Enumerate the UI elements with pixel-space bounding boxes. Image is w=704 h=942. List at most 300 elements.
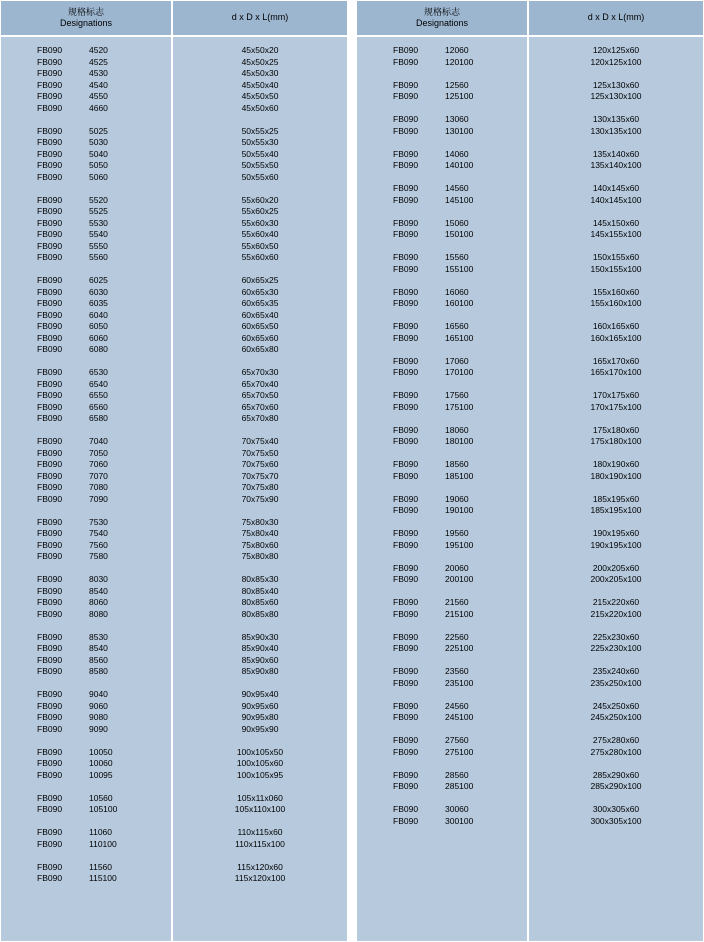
- spacer-row: [529, 517, 703, 529]
- column-header-dimensions: [172, 0, 348, 36]
- spacer-row: [357, 793, 527, 805]
- designation-prefix: FB090: [393, 367, 419, 377]
- table-row: [1, 379, 171, 391]
- table-row: [357, 80, 527, 92]
- designation-number: 18560: [445, 459, 469, 469]
- table-row: [1, 597, 171, 609]
- spacer-row: [173, 425, 347, 437]
- designation-number: 5525: [89, 206, 108, 216]
- table-row: [357, 390, 527, 402]
- designation-prefix: FB090: [37, 401, 63, 412]
- designation-prefix: FB090: [37, 470, 63, 481]
- designation-prefix: FB090: [37, 344, 63, 354]
- spacer-row: [1, 425, 171, 437]
- dimension-column-left: [172, 36, 348, 942]
- designation-prefix: FB090: [393, 148, 419, 159]
- spacer-row: [1, 505, 171, 517]
- designation-number: 7050: [89, 447, 108, 458]
- designation-prefix: FB090: [37, 298, 63, 308]
- spacer-row: [529, 689, 703, 701]
- dimension-value: 55x60x20: [241, 194, 279, 205]
- designation-number: 4520: [89, 45, 108, 55]
- spacer-row: [357, 517, 527, 529]
- table-row: [357, 459, 527, 471]
- table-row: [1, 827, 171, 839]
- designation-prefix: FB090: [37, 286, 63, 297]
- table-row: [1, 448, 171, 460]
- designation-prefix: FB090: [37, 666, 63, 676]
- designation-prefix: FB090: [393, 677, 419, 688]
- designation-prefix: FB090: [393, 470, 419, 481]
- designation-number: 5030: [89, 137, 108, 147]
- table-row: [357, 804, 527, 816]
- dimension-value: 275x280x100: [590, 746, 642, 757]
- dimension-value: 60x65x35: [241, 298, 279, 308]
- table-row: [357, 574, 527, 586]
- designation-number: 12560: [445, 79, 469, 90]
- table-row: [1, 494, 171, 506]
- table-row: [1, 459, 171, 471]
- designation-number: 235100: [445, 677, 474, 688]
- table-row: [1, 80, 171, 92]
- designation-number: 16560: [445, 321, 469, 331]
- spacer-row: [1, 563, 171, 575]
- dimension-value: 170x175x60: [592, 390, 640, 400]
- designation-number: 11060: [89, 827, 113, 837]
- designation-prefix: FB090: [37, 378, 63, 389]
- designation-number: 105100: [89, 804, 118, 814]
- dimension-value: 145x150x60: [592, 217, 640, 228]
- dimension-value: 85x90x80: [241, 666, 279, 676]
- spacer-row: [357, 137, 527, 149]
- designation-prefix: FB090: [37, 160, 63, 170]
- designation-number: 6060: [89, 332, 108, 343]
- dimension-value: 90x95x40: [241, 689, 279, 699]
- dimension-value: 235x250x100: [590, 677, 642, 688]
- table-row: [1, 471, 171, 483]
- spacer-row: [1, 183, 171, 195]
- table-row: [1, 149, 171, 161]
- table-row: [1, 793, 171, 805]
- column-header-designations-en: Designations: [59, 18, 113, 28]
- table-row: [357, 563, 527, 575]
- designation-number: 6035: [89, 298, 108, 308]
- spacer-row: [529, 172, 703, 184]
- table-row: [1, 275, 171, 287]
- spacer-row: [173, 183, 347, 195]
- designation-prefix: FB090: [37, 102, 63, 113]
- spacer-row: [529, 758, 703, 770]
- dimension-value: 70x75x50: [241, 447, 279, 458]
- table-row: [1, 873, 171, 885]
- spacer-row: [1, 114, 171, 126]
- designation-prefix: FB090: [37, 309, 63, 320]
- designation-number: 8080: [89, 608, 108, 619]
- designation-prefix: FB090: [37, 171, 63, 182]
- designation-number: 8540: [89, 585, 108, 596]
- spacer-row: [173, 816, 347, 828]
- designation-prefix: FB090: [37, 459, 63, 469]
- dimension-value: 285x290x100: [590, 781, 642, 791]
- designation-number: 9040: [89, 689, 108, 699]
- table-row: [1, 586, 171, 598]
- table-row: [1, 57, 171, 69]
- table-row: [357, 45, 527, 57]
- dimension-value: 200x205x60: [592, 562, 640, 573]
- designation-prefix: FB090: [37, 91, 63, 101]
- specification-table-right: [356, 0, 704, 942]
- designation-prefix: FB090: [393, 539, 419, 550]
- designation-number: 6560: [89, 401, 108, 412]
- table-row: [357, 183, 527, 195]
- designation-number: 155100: [445, 263, 474, 274]
- dimension-value: 50x55x40: [241, 148, 279, 159]
- table-row: [357, 287, 527, 299]
- designation-number: 5050: [89, 160, 108, 170]
- spacer-row: [529, 206, 703, 218]
- dimension-value: 70x75x80: [241, 482, 279, 492]
- table-header-left: [0, 0, 348, 36]
- spacer-row: [173, 264, 347, 276]
- designation-prefix: FB090: [37, 367, 63, 377]
- designation-prefix: FB090: [37, 528, 63, 538]
- designation-number: 7070: [89, 470, 108, 481]
- designation-number: 15060: [445, 217, 469, 228]
- designation-prefix: FB090: [37, 332, 63, 343]
- spacer-row: [529, 310, 703, 322]
- designation-prefix: FB090: [37, 758, 63, 768]
- designation-prefix: FB090: [37, 493, 63, 504]
- designation-prefix: FB090: [393, 286, 419, 297]
- designation-number: 285100: [445, 781, 474, 791]
- dimension-value: 300x305x100: [590, 815, 642, 826]
- designation-prefix: FB090: [37, 229, 63, 239]
- spacer-row: [529, 344, 703, 356]
- dimension-value: 45x50x30: [241, 68, 279, 78]
- designation-number: 7530: [89, 516, 108, 527]
- designation-prefix: FB090: [37, 746, 63, 757]
- designation-number: 4660: [89, 102, 108, 113]
- designation-number: 215100: [445, 608, 474, 619]
- dimension-value: 50x55x50: [241, 160, 279, 170]
- designation-prefix: FB090: [37, 608, 63, 619]
- table-row: [357, 632, 527, 644]
- table-row: [1, 758, 171, 770]
- designation-number: 110100: [89, 838, 117, 849]
- designation-number: 8030: [89, 574, 108, 584]
- designation-number: 20060: [445, 562, 469, 573]
- dimension-value: 80x85x60: [241, 597, 279, 607]
- dimension-value: 75x80x30: [241, 516, 279, 527]
- designation-prefix: FB090: [37, 631, 63, 642]
- designation-number: 175100: [445, 401, 474, 412]
- table-row: [357, 264, 527, 276]
- dimension-value: 55x60x30: [241, 217, 279, 228]
- spacer-row: [529, 586, 703, 598]
- designation-number: 23560: [445, 666, 469, 676]
- dimension-value: 160x165x100: [590, 332, 642, 343]
- column-header-designations-cn: 规格标志: [67, 6, 104, 17]
- dimension-value: 65x70x60: [241, 401, 279, 412]
- designation-prefix: FB090: [393, 712, 419, 722]
- designation-number: 7080: [89, 482, 108, 492]
- designation-number: 4550: [89, 91, 108, 101]
- designation-number: 5040: [89, 148, 108, 159]
- designation-number: 9060: [89, 700, 108, 711]
- table-row: [357, 678, 527, 690]
- designation-number: 6040: [89, 309, 108, 320]
- dimension-value: 100x105x60: [236, 758, 284, 768]
- dimension-value: 120x125x60: [592, 45, 640, 55]
- designation-number: 190100: [445, 505, 474, 515]
- designation-prefix: FB090: [37, 597, 63, 607]
- table-row: [357, 402, 527, 414]
- table-row: [1, 482, 171, 494]
- table-row: [1, 574, 171, 586]
- designation-prefix: FB090: [393, 631, 419, 642]
- spacer-row: [357, 620, 527, 632]
- dimension-value: 60x65x25: [241, 275, 279, 285]
- designation-prefix: FB090: [37, 861, 63, 872]
- designation-number: 7090: [89, 493, 108, 504]
- designation-number: 4540: [89, 79, 108, 90]
- table-row: [1, 252, 171, 264]
- designation-number: 120100: [445, 56, 474, 67]
- designation-number: 27560: [445, 735, 469, 745]
- table-row: [1, 724, 171, 736]
- spacer-row: [173, 505, 347, 517]
- designation-prefix: FB090: [37, 654, 63, 665]
- designation-number: 4525: [89, 56, 108, 67]
- spacer-row: [173, 781, 347, 793]
- column-header-designations: [356, 0, 528, 36]
- table-row: [1, 413, 171, 425]
- spacer-row: [529, 379, 703, 391]
- designation-prefix: FB090: [37, 551, 63, 561]
- designation-prefix: FB090: [37, 137, 63, 147]
- dimension-value: 75x80x40: [241, 528, 279, 538]
- table-row: [1, 126, 171, 138]
- table-row: [1, 344, 171, 356]
- table-row: [1, 770, 171, 782]
- column-header-dimensions-label: d x D x L(mm): [587, 12, 645, 23]
- dimension-value: 65x70x40: [241, 378, 279, 389]
- designation-prefix: FB090: [393, 125, 419, 136]
- table-row: [1, 137, 171, 149]
- designation-prefix: FB090: [393, 493, 419, 504]
- designation-prefix: FB090: [393, 160, 419, 170]
- designation-prefix: FB090: [393, 769, 419, 780]
- spacer-row: [529, 724, 703, 736]
- table-row: [357, 195, 527, 207]
- designation-number: 4530: [89, 68, 108, 78]
- designation-number: 300100: [445, 815, 474, 826]
- dimension-value: 185x195x60: [592, 493, 640, 504]
- table-row: [1, 310, 171, 322]
- column-header-designations-cn: 规格标志: [423, 6, 460, 17]
- dimension-value: 60x65x40: [241, 309, 279, 320]
- designation-number: 7540: [89, 528, 108, 538]
- dimension-value: 245x250x60: [592, 700, 640, 711]
- dimension-value: 120x125x100: [590, 56, 642, 67]
- dimension-value: 140x145x60: [592, 183, 640, 193]
- designation-prefix: FB090: [393, 252, 419, 262]
- table-row: [357, 218, 527, 230]
- table-row: [357, 643, 527, 655]
- dimension-value: 215x220x60: [592, 597, 640, 607]
- dimension-value: 45x50x20: [241, 45, 279, 55]
- dimension-value: 115x120x100: [234, 873, 286, 883]
- dimension-value: 105x11x060: [237, 792, 283, 803]
- table-row: [1, 103, 171, 115]
- table-row: [357, 597, 527, 609]
- designation-prefix: FB090: [393, 459, 419, 469]
- designation-number: 6025: [89, 275, 108, 285]
- designation-prefix: FB090: [393, 229, 419, 239]
- table-row: [357, 770, 527, 782]
- spacer-row: [173, 620, 347, 632]
- designation-number: 19060: [445, 493, 469, 504]
- designation-prefix: FB090: [393, 91, 419, 101]
- designation-number: 5540: [89, 229, 108, 239]
- spacer-row: [357, 482, 527, 494]
- table-row: [1, 241, 171, 253]
- designation-number: 14560: [445, 183, 469, 193]
- table-row: [357, 321, 527, 333]
- designation-prefix: FB090: [393, 321, 419, 331]
- designation-number: 150100: [445, 229, 474, 239]
- table-row: [1, 218, 171, 230]
- spacer-row: [173, 735, 347, 747]
- dimension-value: 140x145x100: [590, 194, 642, 205]
- designation-number: 6580: [89, 413, 108, 423]
- table-row: [1, 689, 171, 701]
- table-row: [357, 298, 527, 310]
- dimension-value: 215x220x100: [590, 608, 642, 619]
- spacer-row: [357, 275, 527, 287]
- designation-number: 245100: [445, 712, 474, 722]
- dimension-value: 55x60x40: [241, 229, 279, 239]
- dimension-value: 60x65x30: [241, 286, 279, 297]
- spacer-row: [529, 241, 703, 253]
- dimension-value: 70x75x60: [241, 459, 279, 469]
- table-row: [1, 91, 171, 103]
- table-row: [1, 540, 171, 552]
- table-row: [1, 390, 171, 402]
- designation-number: 180100: [445, 436, 474, 446]
- spacer-row: [357, 758, 527, 770]
- designation-prefix: FB090: [393, 390, 419, 400]
- table-row: [357, 367, 527, 379]
- table-row: [357, 781, 527, 793]
- designation-prefix: FB090: [393, 298, 419, 308]
- table-row: [357, 735, 527, 747]
- designation-number: 9080: [89, 712, 108, 722]
- spacer-row: [357, 379, 527, 391]
- spacer-row: [173, 356, 347, 368]
- designation-prefix: FB090: [393, 217, 419, 228]
- designation-number: 9090: [89, 723, 108, 734]
- table-row: [357, 333, 527, 345]
- dimension-value: 245x250x100: [590, 712, 642, 722]
- designation-prefix: FB090: [393, 183, 419, 193]
- column-header-designations-en: Designations: [415, 18, 469, 28]
- table-row: [1, 655, 171, 667]
- table-row: [1, 712, 171, 724]
- dimension-value: 80x85x40: [241, 585, 279, 596]
- designation-prefix: FB090: [37, 447, 63, 458]
- designation-number: 8060: [89, 597, 108, 607]
- dimension-value: 65x70x80: [241, 413, 279, 423]
- designation-column-left: [0, 36, 172, 942]
- designation-prefix: FB090: [37, 56, 63, 67]
- table-row: [357, 471, 527, 483]
- dimension-value: 85x90x30: [241, 631, 279, 642]
- designation-prefix: FB090: [393, 505, 419, 515]
- table-row: [1, 172, 171, 184]
- dimension-value: 165x170x100: [590, 367, 642, 377]
- designation-prefix: FB090: [393, 562, 419, 573]
- designation-number: 7580: [89, 551, 108, 561]
- table-row: [357, 712, 527, 724]
- table-row: [1, 839, 171, 851]
- designation-number: 19560: [445, 528, 469, 538]
- designation-prefix: FB090: [393, 45, 419, 55]
- designation-number: 10050: [89, 746, 113, 757]
- table-row: [357, 356, 527, 368]
- designation-number: 6030: [89, 286, 108, 297]
- table-header-right: [356, 0, 704, 36]
- designation-prefix: FB090: [393, 436, 419, 446]
- dimension-value: 55x60x60: [241, 252, 279, 262]
- designation-number: 5530: [89, 217, 108, 228]
- dimension-value: 275x280x60: [592, 735, 640, 745]
- table-row: [1, 206, 171, 218]
- dimension-value: 175x180x100: [590, 436, 642, 446]
- designation-prefix: FB090: [393, 735, 419, 745]
- designation-prefix: FB090: [37, 539, 63, 550]
- dimension-value: 175x180x60: [592, 424, 640, 435]
- dimension-value: 130x135x60: [592, 114, 640, 124]
- dimension-value: 125x130x100: [590, 91, 642, 101]
- designation-number: 115100: [89, 873, 117, 883]
- designation-prefix: FB090: [37, 125, 63, 136]
- designation-number: 6540: [89, 378, 108, 389]
- table-row: [357, 436, 527, 448]
- designation-prefix: FB090: [393, 815, 419, 826]
- designation-prefix: FB090: [393, 643, 419, 653]
- spacer-row: [357, 586, 527, 598]
- designation-prefix: FB090: [37, 712, 63, 722]
- designation-number: 14060: [445, 148, 469, 159]
- designation-number: 15560: [445, 252, 469, 262]
- designation-number: 22560: [445, 631, 469, 642]
- table-row: [1, 321, 171, 333]
- spacer-row: [529, 413, 703, 425]
- designation-number: 18060: [445, 424, 469, 435]
- spacer-row: [1, 781, 171, 793]
- dimension-value: 45x50x40: [241, 79, 279, 90]
- table-row: [1, 804, 171, 816]
- designation-prefix: FB090: [393, 263, 419, 274]
- dimension-value: 160x165x60: [592, 321, 640, 331]
- dimension-value: 90x95x80: [241, 712, 279, 722]
- spacer-row: [1, 816, 171, 828]
- table-row: [357, 701, 527, 713]
- table-row: [1, 333, 171, 345]
- designation-number: 140100: [445, 160, 474, 170]
- designation-prefix: FB090: [393, 574, 419, 584]
